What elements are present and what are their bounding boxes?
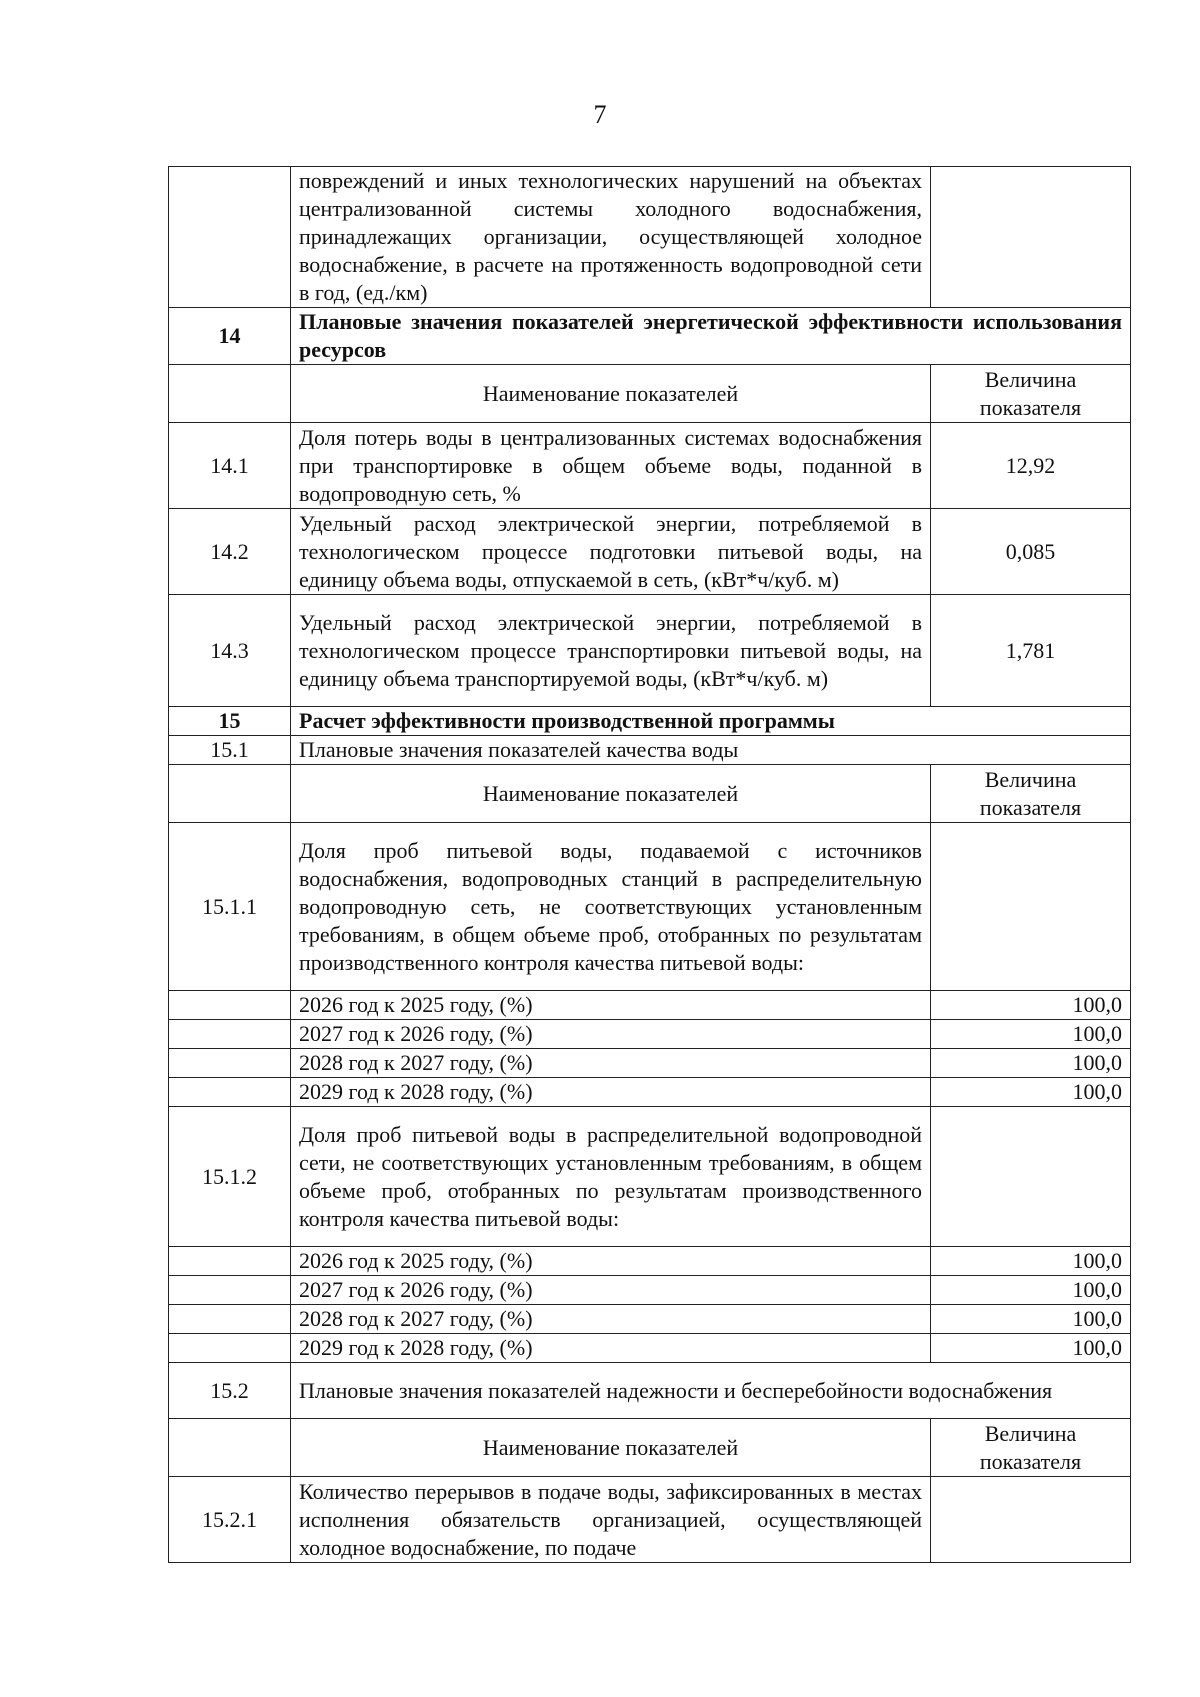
year-row (169, 1247, 1131, 1276)
year-row (169, 1078, 1131, 1107)
row-number (169, 991, 291, 1020)
subsection-row (169, 1363, 1131, 1419)
year-value: 100,0 (931, 1049, 1131, 1078)
indicator-value (931, 1477, 1131, 1563)
year-value: 100,0 (931, 1247, 1131, 1276)
table-row (169, 167, 1131, 308)
year-label: 2026 год к 2025 году, (%) (291, 991, 931, 1020)
row-number (169, 1247, 291, 1276)
header-row (169, 365, 1131, 423)
year-value: 100,0 (931, 1276, 1131, 1305)
indicator-value: 12,92 (931, 423, 1131, 509)
row-number (169, 1419, 291, 1477)
column-header-value: Величина показателя (931, 365, 1131, 423)
section-title: Расчет эффективности производственной программы (291, 707, 1131, 736)
indicator-value: 0,085 (931, 509, 1131, 595)
year-label: 2029 год к 2028 году, (%) (291, 1078, 931, 1107)
year-row (169, 1049, 1131, 1078)
row-number: 14.1 (169, 423, 291, 509)
year-row (169, 1020, 1131, 1049)
row-number (169, 1020, 291, 1049)
row-number (169, 365, 291, 423)
section-number: 15.1 (169, 736, 291, 765)
row-number (169, 765, 291, 823)
indicators-table (168, 166, 1131, 1563)
indicator-name: Доля потерь воды в централизованных системах водоснабжения при транспортировке в общем объеме воды, поданной в водопроводную сеть, % (291, 423, 931, 509)
table-row (169, 595, 1131, 707)
year-row (169, 1276, 1131, 1305)
column-header-value: Величина показателя (931, 1419, 1131, 1477)
section-title: Плановые значения показателей надежности и бесперебойности водоснабжения (291, 1363, 1131, 1419)
row-number (169, 1305, 291, 1334)
row-number (169, 1049, 291, 1078)
row-number: 15.2.1 (169, 1477, 291, 1563)
indicator-name: Удельный расход электрической энергии, потребляемой в технологическом процессе подготовки питьевой воды, на единицу объема воды, отпускаемой в сеть, (кВт*ч/куб. м) (291, 509, 931, 595)
indicator-name: Количество перерывов в подаче воды, зафиксированных в местах исполнения обязательств организацией, осуществляющей холодное водоснабжение, по подаче (291, 1477, 931, 1563)
table-row (169, 823, 1131, 991)
year-value: 100,0 (931, 1334, 1131, 1363)
column-header-name: Наименование показателей (291, 365, 931, 423)
indicator-name: повреждений и иных технологических нарушений на объектах централизованной системы холодного водоснабжения, принадлежащих организации, осуществляющей холодное водоснабжение, в расчете на протяженность водопроводной сети в год, (ед./км) (291, 167, 931, 308)
table-row (169, 509, 1131, 595)
table-row (169, 1477, 1131, 1563)
year-value: 100,0 (931, 1078, 1131, 1107)
year-value: 100,0 (931, 1305, 1131, 1334)
year-label: 2027 год к 2026 году, (%) (291, 1020, 931, 1049)
year-label: 2028 год к 2027 году, (%) (291, 1049, 931, 1078)
year-row (169, 991, 1131, 1020)
indicator-name: Удельный расход электрической энергии, потребляемой в технологическом процессе транспортировки питьевой воды, на единицу объема транспортируемой воды, (кВт*ч/куб. м) (291, 595, 931, 707)
year-label: 2029 год к 2028 году, (%) (291, 1334, 931, 1363)
indicator-value (931, 823, 1131, 991)
indicator-name: Доля проб питьевой воды, подаваемой с источников водоснабжения, водопроводных станций в распределительную водопроводную сеть, не соответствующих установленным требованиям, в общем объеме проб, отобранных по результатам производственного контроля качества питьевой воды: (291, 823, 931, 991)
row-number: 15.1.2 (169, 1107, 291, 1247)
row-number (169, 1078, 291, 1107)
column-header-name: Наименование показателей (291, 1419, 931, 1477)
year-value: 100,0 (931, 991, 1131, 1020)
subsection-row (169, 736, 1131, 765)
indicator-name: Доля проб питьевой воды в распределительной водопроводной сети, не соответствующих установленным требованиям, в общем объеме проб, отобранных по результатам производственного контроля качества питьевой воды: (291, 1107, 931, 1247)
year-value: 100,0 (931, 1020, 1131, 1049)
year-label: 2027 год к 2026 году, (%) (291, 1276, 931, 1305)
section-title: Плановые значения показателей энергетической эффективности использования ресурсов (291, 308, 1131, 365)
section-number: 14 (169, 308, 291, 365)
row-number: 14.3 (169, 595, 291, 707)
year-label: 2026 год к 2025 году, (%) (291, 1247, 931, 1276)
section-title: Плановые значения показателей качества воды (291, 736, 1131, 765)
indicator-value (931, 1107, 1131, 1247)
section-row (169, 308, 1131, 365)
section-row (169, 707, 1131, 736)
header-row (169, 765, 1131, 823)
section-number: 15.2 (169, 1363, 291, 1419)
row-number: 15.1.1 (169, 823, 291, 991)
row-number (169, 1276, 291, 1305)
header-row (169, 1419, 1131, 1477)
table-row (169, 1107, 1131, 1247)
indicator-value: 1,781 (931, 595, 1131, 707)
year-row (169, 1334, 1131, 1363)
row-number (169, 167, 291, 308)
column-header-name: Наименование показателей (291, 765, 931, 823)
indicator-value (931, 167, 1131, 308)
table-row (169, 423, 1131, 509)
column-header-value: Величина показателя (931, 765, 1131, 823)
row-number (169, 1334, 291, 1363)
row-number: 14.2 (169, 509, 291, 595)
year-label: 2028 год к 2027 году, (%) (291, 1305, 931, 1334)
section-number: 15 (169, 707, 291, 736)
page-number: 7 (593, 100, 607, 129)
year-row (169, 1305, 1131, 1334)
